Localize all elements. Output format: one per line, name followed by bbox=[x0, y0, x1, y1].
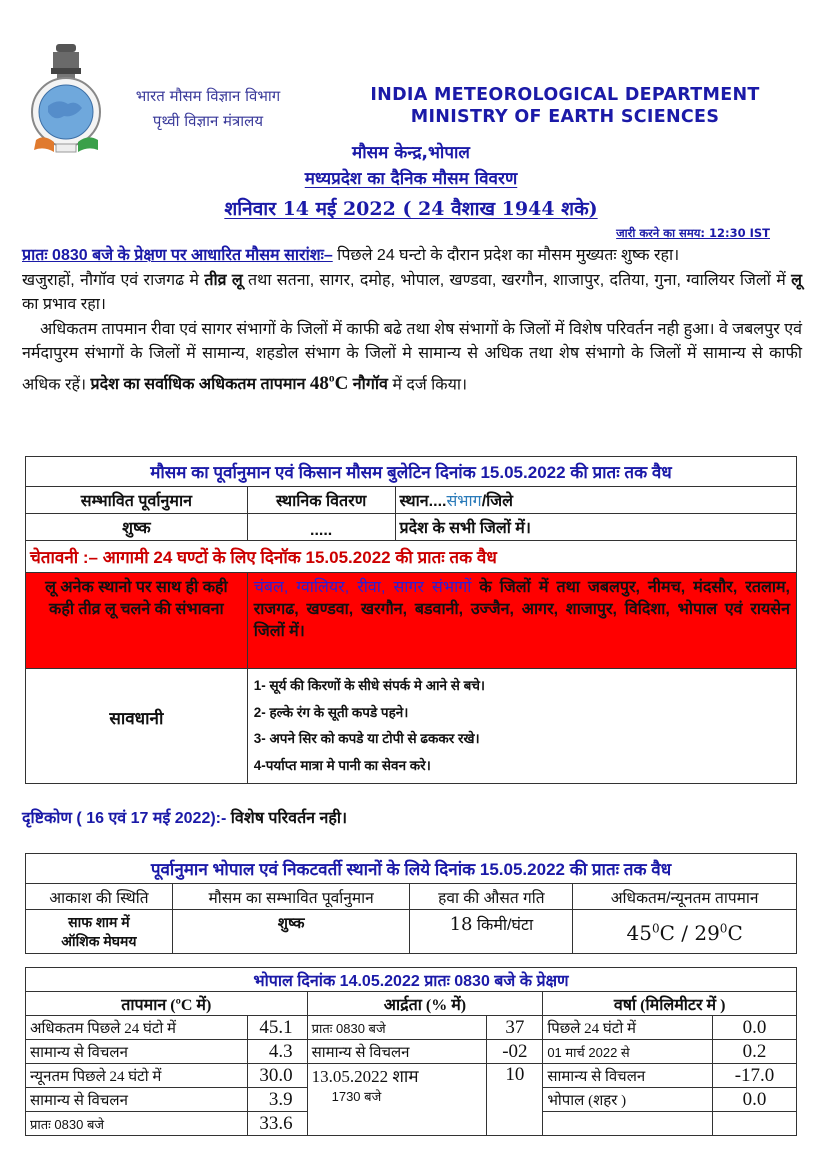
humidity-label: सामान्य से विचलन bbox=[307, 1040, 487, 1064]
observations-header-row bbox=[26, 992, 797, 1016]
outlook bbox=[22, 806, 347, 828]
summary-text-1: पिछले 24 घन्टो के दौरान प्रदेश का मौसम मुख्यतः शुष्क रहा। bbox=[332, 247, 680, 264]
temp-value: 45.1 bbox=[247, 1016, 307, 1040]
degree-symbol: o bbox=[328, 372, 335, 385]
sky-line-1: साफ शाम में bbox=[68, 914, 130, 930]
place-prefix: स्थान.... bbox=[399, 493, 447, 510]
temp-value: 3.9 bbox=[247, 1088, 307, 1112]
temp-label: सामान्य से विचलन bbox=[26, 1088, 248, 1112]
rain-label bbox=[543, 1112, 713, 1136]
wind-value: 18 bbox=[449, 914, 473, 935]
summary-text-3: अधिकतम तापमान रीवा एवं सागर संभागों के जिलों में काफी बढे तथा शेष संभागों के जिलों में विशेष परिवर्तन नही हुआ। वे जबलपुर एवं नर्मदापुरम संभागों के जिलों में सामान्य, शहडोल संभाग के जिलों मे सामान्य से अधिक तथा शेष संभागो के जिलों में सामान्य से काफी अधिक रहें। bbox=[22, 320, 802, 393]
celsius-unit: C bbox=[659, 921, 675, 945]
header-weather-forecast: मौसम का सम्भावित पूर्वानुमान bbox=[172, 884, 410, 910]
caution-item: 1- सूर्य की किरणों के सीधे संपर्क मे आने से बचे। bbox=[253, 678, 486, 693]
warning-heatwave-text: लू अनेक स्थानो पर साथ ही कही कही तीव्र लू चलने की संभावना bbox=[26, 573, 248, 669]
value-weather-forecast: शुष्क bbox=[172, 910, 410, 954]
summary-text-2c: का प्रभाव रहा। bbox=[22, 296, 106, 313]
max-temp-place: नौगॉव bbox=[348, 375, 388, 393]
caution-item: 4-पर्याप्त मात्रा मे पानी का सेवन करे। bbox=[253, 757, 431, 773]
value-wind-speed bbox=[410, 910, 573, 954]
header-max-min-temp: अधिकतम/न्यूनतम तापमान bbox=[573, 884, 797, 910]
observations-title: भोपाल दिनांक 14.05.2022 प्रातः 0830 बजे के प्रेक्षण bbox=[26, 968, 797, 992]
bhopal-forecast-value-row bbox=[26, 910, 797, 954]
bhopal-forecast-title-row bbox=[26, 854, 797, 884]
max-temp-number: 48 bbox=[309, 372, 329, 394]
hindi-org-name bbox=[108, 84, 308, 134]
warning-divisions: चंबल, ग्वालियर, रीवा, सागर संभागों bbox=[253, 579, 472, 596]
value-sky-condition bbox=[26, 910, 173, 954]
rain-value: 0.0 bbox=[713, 1088, 797, 1112]
value-max-min-temp: $45^0C / 29^0C$ bbox=[573, 910, 797, 954]
hindi-org-line1: भारत मौसम विज्ञान विभाग bbox=[135, 87, 281, 105]
header-rainfall: वर्षा (मिलिमीटर में ) bbox=[543, 992, 797, 1016]
humidity-value: -02 bbox=[487, 1040, 543, 1064]
celsius-unit: C bbox=[334, 372, 349, 394]
forecast-table bbox=[25, 456, 797, 784]
severe-heatwave-text: तीव्र लू bbox=[204, 271, 243, 289]
forecast-title: मौसम का पूर्वानुमान एवं किसान मौसम बुलेटिन दिनांक 15.05.2022 की प्रातः तक वैध bbox=[26, 457, 797, 487]
humidity-label bbox=[307, 1064, 487, 1136]
observation-row bbox=[26, 1064, 797, 1088]
report-title-text: मध्यप्रदेश का दैनिक मौसम विवरण bbox=[304, 169, 518, 189]
header-temperature: तापमान (ºC में) bbox=[26, 992, 308, 1016]
summary-para-3 bbox=[22, 318, 802, 398]
issue-time: जारी करने का समय: 12:30 IST bbox=[616, 226, 770, 240]
outlook-text: विशेष परिवर्तन नही। bbox=[230, 810, 348, 827]
header-probable-forecast: सम्भावित पूर्वानुमान bbox=[26, 487, 248, 514]
value-place: प्रदेश के सभी जिलों में। bbox=[395, 514, 796, 541]
degree-symbol: 0 bbox=[651, 921, 660, 936]
temp-value: 4.3 bbox=[247, 1040, 307, 1064]
wind-unit: किमी/घंटा bbox=[472, 917, 534, 934]
bhopal-observations-table bbox=[25, 967, 797, 1136]
rain-label: भोपाल (शहर ) bbox=[543, 1088, 713, 1112]
rain-label: सामान्य से विचलन bbox=[543, 1064, 713, 1088]
report-date-text: शनिवार 14 मई 2022 ( 24 वैशाख 1944 शके) bbox=[224, 198, 598, 220]
warning-districts-text: के जिलों में तथा जबलपुर, नीमच, मंदसौर, रतलाम, राजगढ, खण्डवा, खरगौन, बडवानी, उज्जैन, आगर, शाजापुर, विदिशा, भोपाल एवं रायसेन जिलों में। bbox=[253, 579, 790, 640]
forecast-value-row bbox=[26, 514, 797, 541]
caution-list bbox=[247, 669, 796, 784]
humidity-label-line2: 1730 बजे bbox=[331, 1089, 382, 1104]
temp-label: प्रातः 0830 बजे bbox=[26, 1112, 248, 1136]
humidity-value: 10 bbox=[487, 1064, 543, 1136]
warning-title-row bbox=[26, 541, 797, 573]
sky-line-2: ऑशिक मेघमय bbox=[61, 933, 137, 949]
rain-value: 0.2 bbox=[713, 1040, 797, 1064]
header-place bbox=[395, 487, 796, 514]
header-spatial-distribution: स्थानिक वितरण bbox=[247, 487, 395, 514]
warning-row bbox=[26, 573, 797, 669]
temp-value: 33.6 bbox=[247, 1112, 307, 1136]
rain-value: 0.0 bbox=[713, 1016, 797, 1040]
observation-row bbox=[26, 1016, 797, 1040]
rain-label: 01 मार्च 2022 से bbox=[543, 1040, 713, 1064]
warning-districts bbox=[247, 573, 796, 669]
heatwave-text: लू bbox=[791, 271, 802, 289]
max-temp-value bbox=[310, 373, 348, 394]
temp-value: 30.0 bbox=[247, 1064, 307, 1088]
max-temp-statement bbox=[90, 372, 388, 394]
rain-value: -17.0 bbox=[713, 1064, 797, 1088]
summary-label: प्रातः 0830 बजे के प्रेक्षण पर आधारित मौसम सारांशः– bbox=[22, 247, 333, 264]
humidity-value: 37 bbox=[487, 1016, 543, 1040]
summary-para-1 bbox=[22, 244, 802, 269]
temp-label: न्यूनतम पिछले 24 घंटो में bbox=[26, 1064, 248, 1088]
caution-label: सावधानी bbox=[26, 669, 248, 784]
forecast-min-temp: 29 bbox=[694, 921, 720, 945]
temp-label: अधिकतम पिछले 24 घंटो में bbox=[26, 1016, 248, 1040]
report-title bbox=[0, 166, 822, 189]
english-org-name bbox=[335, 84, 795, 128]
value-probable-forecast: शुष्क bbox=[26, 514, 248, 541]
english-org-line2: MINISTRY OF EARTH SCIENCES bbox=[410, 107, 720, 127]
report-date bbox=[0, 195, 822, 221]
header-wind-speed: हवा की औसत गति bbox=[410, 884, 573, 910]
humidity-label-line1: 13.05.2022 शाम bbox=[311, 1067, 419, 1086]
forecast-header-row bbox=[26, 487, 797, 514]
hindi-org-line2: पृथ्वी विज्ञान मंत्रालय bbox=[152, 112, 264, 130]
bhopal-forecast-title: पूर्वानुमान भोपाल एवं निकटवर्ती स्थानों के लिये दिनांक 15.05.2022 की प्रातः तक वैध bbox=[26, 854, 797, 884]
rain-value bbox=[713, 1112, 797, 1136]
forecast-max-temp: 45 bbox=[626, 921, 652, 945]
caution-item: 2- हल्के रंग के सूती कपडे पहने। bbox=[253, 704, 409, 720]
celsius-unit: C bbox=[727, 921, 743, 945]
temp-label: सामान्य से विचलन bbox=[26, 1040, 248, 1064]
header-humidity: आर्द्रता (% में) bbox=[307, 992, 543, 1016]
bhopal-forecast-table bbox=[25, 853, 797, 954]
center-name: मौसम केन्द्र,भोपाल bbox=[352, 143, 470, 163]
summary-text-2b: तथा सतना, सागर, दमोह, भोपाल, खण्डवा, खरगौन, शाजापुर, दतिया, गुना, ग्वालियर जिलों में bbox=[242, 271, 792, 289]
summary-text-2a: खजुराहों, नौगॉव एवं राजगढ मे bbox=[22, 271, 205, 289]
summary-text-3-end: में दर्ज किया। bbox=[387, 375, 468, 393]
outlook-label: दृष्टिकोण ( 16 एवं 17 मई 2022):- bbox=[22, 810, 231, 827]
humidity-label: प्रातः 0830 बजे bbox=[307, 1016, 487, 1040]
caution-item: 3- अपने सिर को कपडे या टोपी से ढककर रखे। bbox=[253, 731, 480, 746]
weather-summary bbox=[22, 244, 802, 397]
english-org-line1: INDIA METEOROLOGICAL DEPARTMENT bbox=[370, 85, 760, 105]
header-sky-condition: आकाश की स्थिति bbox=[26, 884, 173, 910]
max-temp-label: प्रदेश का सर्वाधिक अधिकतम तापमान bbox=[90, 375, 310, 393]
bhopal-forecast-header-row bbox=[26, 884, 797, 910]
summary-para-2 bbox=[22, 269, 802, 318]
value-spatial-distribution: ..... bbox=[247, 514, 395, 541]
place-suffix: /जिले bbox=[481, 493, 513, 510]
observation-row bbox=[26, 1040, 797, 1064]
rain-label: पिछले 24 घंटो में bbox=[543, 1016, 713, 1040]
forecast-title-row bbox=[26, 457, 797, 487]
place-division: संभाग bbox=[446, 493, 482, 510]
degree-symbol: 0 bbox=[719, 921, 728, 936]
caution-row bbox=[26, 669, 797, 784]
observations-title-row bbox=[26, 968, 797, 992]
warning-title: चेतावनी :– आगामी 24 घण्टों के लिए दिनॉक 15.05.2022 की प्रातः तक वैध bbox=[26, 541, 797, 573]
